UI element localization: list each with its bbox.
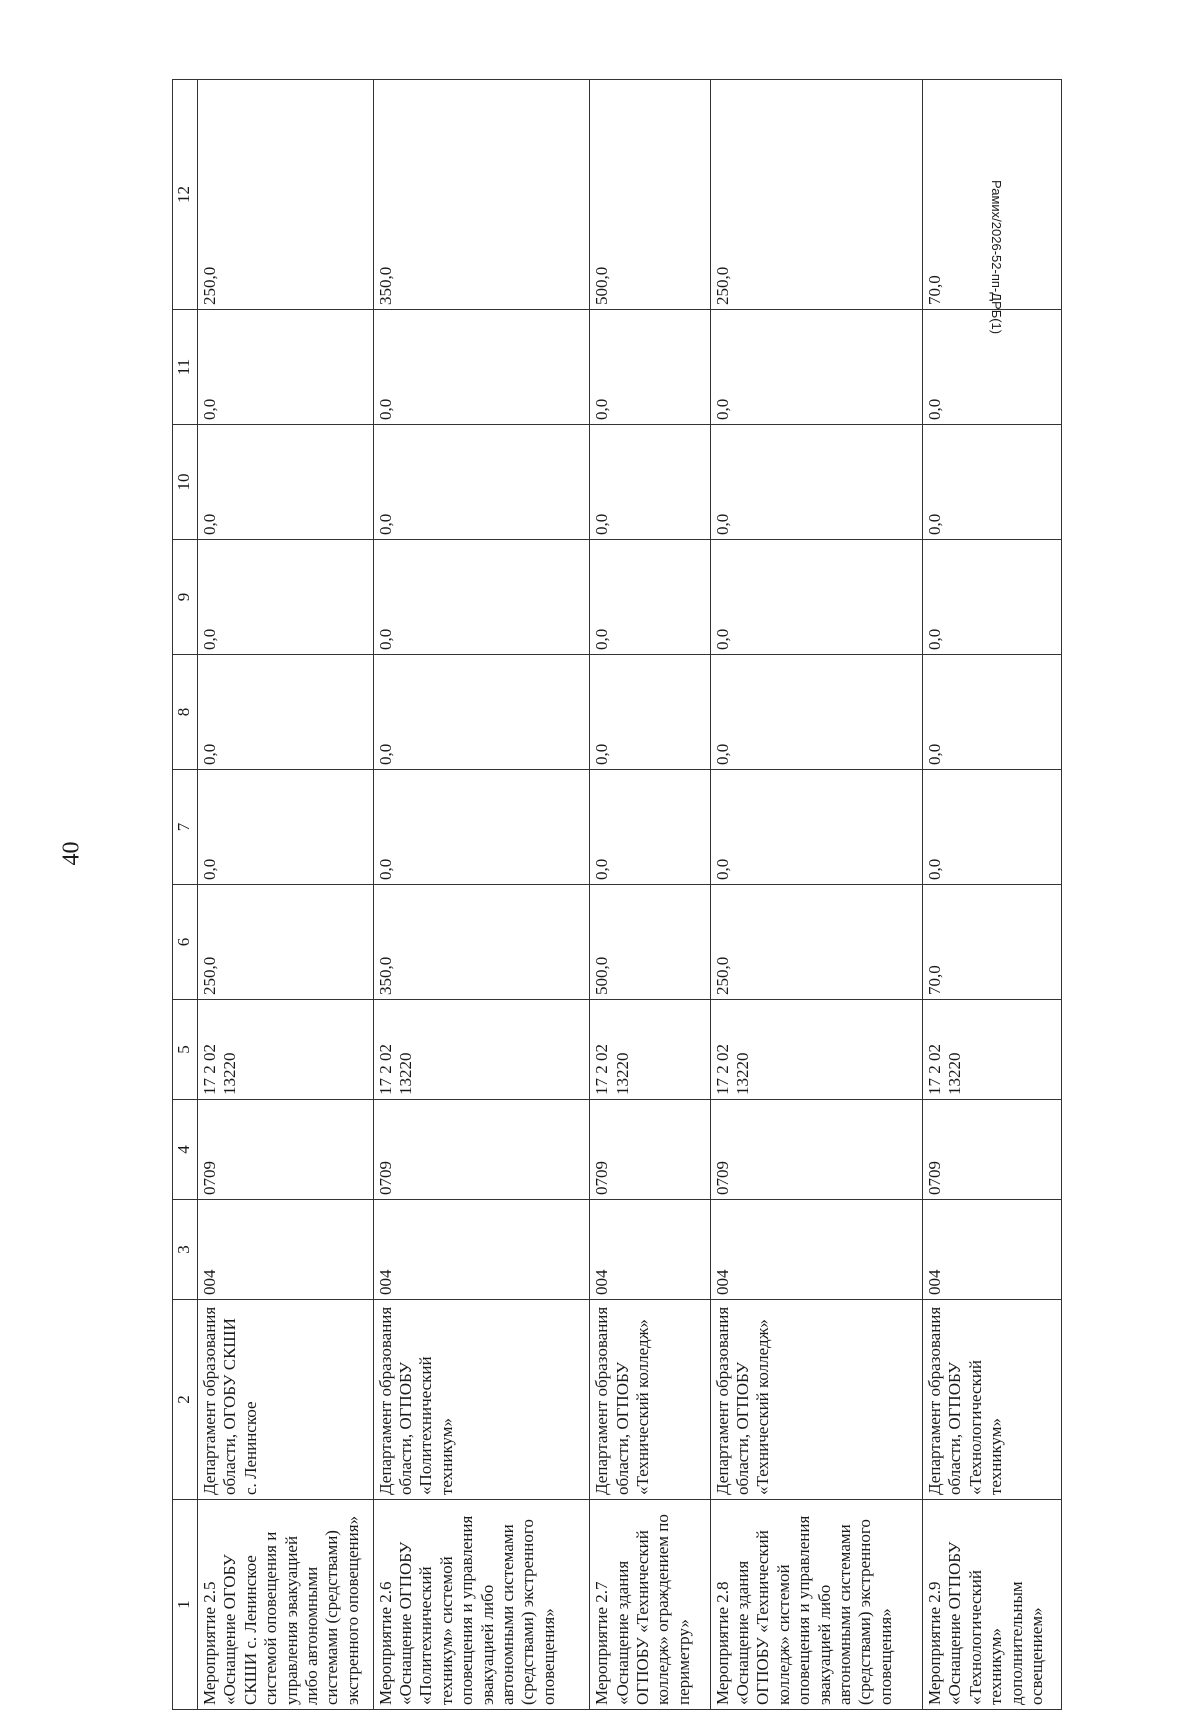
cell-c8: 0,0	[710, 655, 922, 770]
measure-name: Мероприятие 2.5 «Оснащение ОГОБУ СКШИ с. Ленинское системой оповещения и управления эвакуацией либо автономными системами (средствами) экстренного оповещения»	[198, 1500, 374, 1710]
cell-c10: 0,0	[923, 425, 1062, 540]
cell-c3: 004	[198, 1200, 374, 1300]
column-header: 3	[173, 1200, 198, 1300]
cell-c9: 0,0	[710, 540, 922, 655]
cell-c8: 0,0	[198, 655, 374, 770]
table-row	[590, 80, 711, 1710]
column-header: 8	[173, 655, 198, 770]
column-header: 7	[173, 770, 198, 885]
cell-c12: 250,0	[710, 80, 922, 310]
measures-table	[172, 79, 1062, 1710]
cell-c7: 0,0	[373, 770, 590, 885]
cell-c10: 0,0	[710, 425, 922, 540]
document-reference: Рамих/2026-52-пп-ДРБ(1)	[989, 180, 1004, 335]
responsible: Департамент образования области, ОГПОБУ «Технологический техникум»	[923, 1300, 1062, 1500]
cell-c4: 0709	[590, 1100, 711, 1200]
cell-c5: 17 2 02 13220	[590, 1000, 711, 1100]
column-header: 9	[173, 540, 198, 655]
column-header: 11	[173, 310, 198, 425]
page-number: 40	[58, 841, 85, 866]
measure-name: Мероприятие 2.6 «Оснащение ОГПОБУ «Политехнический техникум» системой оповещения и управления эвакуацией либо автономными системами (средствами) экстренного оповещения»	[373, 1500, 590, 1710]
cell-c4: 0709	[923, 1100, 1062, 1200]
cell-c3: 004	[923, 1200, 1062, 1300]
cell-c6: 350,0	[373, 885, 590, 1000]
cell-c11: 0,0	[710, 310, 922, 425]
cell-c6: 250,0	[710, 885, 922, 1000]
column-header: 4	[173, 1100, 198, 1200]
cell-c5: 17 2 02 13220	[373, 1000, 590, 1100]
cell-c7: 0,0	[198, 770, 374, 885]
header-row	[173, 80, 198, 1710]
table-rotated	[172, 80, 1062, 1710]
cell-c12: 350,0	[373, 80, 590, 310]
cell-c8: 0,0	[590, 655, 711, 770]
cell-c7: 0,0	[923, 770, 1062, 885]
cell-c3: 004	[373, 1200, 590, 1300]
measure-name: Мероприятие 2.7 «Оснащение здания ОГПОБУ «Технический колледж» ограждением по периметру»	[590, 1500, 711, 1710]
cell-c11: 0,0	[923, 310, 1062, 425]
cell-c7: 0,0	[590, 770, 711, 885]
table-row	[710, 80, 922, 1710]
cell-c12: 250,0	[198, 80, 374, 310]
column-header: 5	[173, 1000, 198, 1100]
cell-c9: 0,0	[590, 540, 711, 655]
cell-c8: 0,0	[923, 655, 1062, 770]
cell-c10: 0,0	[198, 425, 374, 540]
cell-c7: 0,0	[710, 770, 922, 885]
column-header: 10	[173, 425, 198, 540]
table-wrapper	[172, 80, 1062, 1710]
cell-c11: 0,0	[590, 310, 711, 425]
cell-c3: 004	[710, 1200, 922, 1300]
cell-c4: 0709	[710, 1100, 922, 1200]
cell-c4: 0709	[373, 1100, 590, 1200]
cell-c10: 0,0	[590, 425, 711, 540]
cell-c11: 0,0	[198, 310, 374, 425]
cell-c12: 70,0	[923, 80, 1062, 310]
cell-c9: 0,0	[373, 540, 590, 655]
measure-name: Мероприятие 2.9 «Оснащение ОГПОБУ «Технологический техникум» дополнительным освещением»	[923, 1500, 1062, 1710]
responsible: Департамент образования области, ОГПОБУ «Политехнический техникум»	[373, 1300, 590, 1500]
cell-c5: 17 2 02 13220	[198, 1000, 374, 1100]
table-row	[198, 80, 374, 1710]
cell-c9: 0,0	[923, 540, 1062, 655]
cell-c8: 0,0	[373, 655, 590, 770]
responsible: Департамент образования области, ОГПОБУ «Технический колледж»	[590, 1300, 711, 1500]
column-header: 6	[173, 885, 198, 1000]
cell-c4: 0709	[198, 1100, 374, 1200]
column-header: 2	[173, 1300, 198, 1500]
table-row	[373, 80, 590, 1710]
responsible: Департамент образования области, ОГОБУ СКШИ с. Ленинское	[198, 1300, 374, 1500]
cell-c12: 500,0	[590, 80, 711, 310]
cell-c5: 17 2 02 13220	[710, 1000, 922, 1100]
cell-c9: 0,0	[198, 540, 374, 655]
column-header: 12	[173, 80, 198, 310]
responsible: Департамент образования области, ОГПОБУ «Технический колледж»	[710, 1300, 922, 1500]
column-header: 1	[173, 1500, 198, 1710]
cell-c5: 17 2 02 13220	[923, 1000, 1062, 1100]
cell-c6: 70,0	[923, 885, 1062, 1000]
cell-c11: 0,0	[373, 310, 590, 425]
cell-c6: 500,0	[590, 885, 711, 1000]
cell-c10: 0,0	[373, 425, 590, 540]
measure-name: Мероприятие 2.8 «Оснащение здания ОГПОБУ «Технический колледж» системой оповещения и управления эвакуацией либо автономными системами (средствами) экстренного оповещения»	[710, 1500, 922, 1710]
cell-c3: 004	[590, 1200, 711, 1300]
cell-c6: 250,0	[198, 885, 374, 1000]
table-row	[923, 80, 1062, 1710]
